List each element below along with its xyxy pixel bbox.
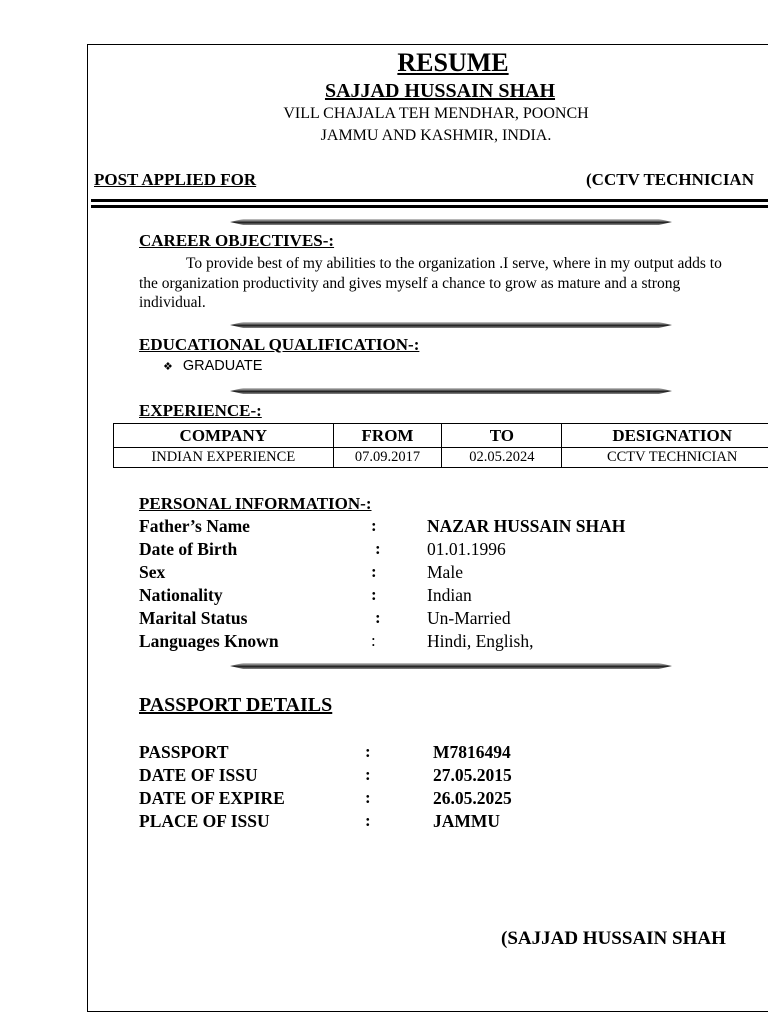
field-separator: : [365, 765, 371, 784]
field-separator: : [375, 608, 381, 627]
candidate-name: SAJJAD HUSSAIN SHAH [324, 80, 556, 102]
languages-label: Languages Known [139, 631, 279, 651]
section-divider [230, 322, 672, 328]
date-of-issue-value: 27.05.2015 [433, 765, 512, 785]
nationality-label: Nationality [139, 585, 223, 605]
date-of-expiry-value: 26.05.2025 [433, 788, 512, 808]
education-item-label: GRADUATE [182, 358, 263, 374]
experience-table [113, 423, 768, 468]
field-separator: : [375, 539, 381, 558]
passport-number-value: M7816494 [433, 742, 511, 762]
table-row [114, 448, 768, 468]
career-objective-paragraph: To provide best of my abilities to the organization .I serve, where in my output adds to the organization productivity and gives myself a chance to grow as mature and a strong individual. [139, 255, 722, 311]
column-header-to: TO [442, 424, 562, 448]
dob-label: Date of Birth [139, 539, 238, 559]
cell-to: 02.05.2024 [442, 448, 562, 468]
diamond-bullet-icon: ❖ [163, 361, 173, 373]
cell-designation: CCTV TECHNICIAN [562, 448, 768, 468]
cell-from: 07.09.2017 [333, 448, 442, 468]
nationality-value: Indian [427, 585, 472, 605]
field-separator: : [365, 811, 371, 830]
education-item [163, 358, 262, 375]
address-line-2: JAMMU AND KASHMIR, INDIA. [320, 127, 552, 144]
column-header-from: FROM [333, 424, 442, 448]
field-separator: : [371, 516, 377, 535]
career-objective-text [139, 254, 739, 313]
post-applied-label: POST APPLIED FOR [94, 170, 257, 189]
column-header-company: COMPANY [114, 424, 334, 448]
dob-value: 01.01.1996 [427, 539, 506, 559]
header-divider-top [91, 199, 768, 202]
date-of-issue-label: DATE OF ISSU [139, 765, 258, 785]
date-of-expiry-label: DATE OF EXPIRE [139, 788, 285, 808]
field-separator: : [371, 585, 377, 604]
field-separator: : [371, 631, 376, 650]
marital-status-value: Un-Married [427, 608, 511, 628]
post-applied-value: (CCTV TECHNICIAN [586, 170, 754, 189]
education-heading: EDUCATIONAL QUALIFICATION-: [139, 335, 420, 354]
career-heading: CAREER OBJECTIVES-: [139, 231, 335, 250]
personal-info-heading: PERSONAL INFORMATION-: [139, 494, 372, 513]
address-line-1: VILL CHAJALA TEH MENDHAR, POONCH [283, 105, 589, 122]
passport-heading: PASSPORT DETAILS [139, 694, 333, 716]
passport-number-label: PASSPORT [139, 742, 229, 762]
signature-name: (SAJJAD HUSSAIN SHAH [501, 928, 726, 949]
languages-value: Hindi, English, [427, 631, 534, 651]
cell-company: INDIAN EXPERIENCE [114, 448, 334, 468]
header-divider-bottom [91, 205, 768, 208]
column-header-designation: DESIGNATION [562, 424, 768, 448]
father-name-label: Father’s Name [139, 516, 250, 536]
marital-status-label: Marital Status [139, 608, 248, 628]
section-divider [230, 388, 672, 394]
field-separator: : [365, 788, 371, 807]
place-of-issue-value: JAMMU [433, 811, 501, 831]
experience-heading: EXPERIENCE-: [139, 401, 262, 420]
sex-label: Sex [139, 562, 166, 582]
sex-value: Male [427, 562, 463, 582]
father-name-value: NAZAR HUSSAIN SHAH [427, 516, 626, 536]
section-divider [230, 219, 672, 225]
resume-title: RESUME [397, 48, 509, 77]
field-separator: : [371, 562, 377, 581]
section-divider [230, 663, 672, 669]
field-separator: : [365, 742, 371, 761]
table-header-row [114, 424, 768, 448]
place-of-issue-label: PLACE OF ISSU [139, 811, 270, 831]
